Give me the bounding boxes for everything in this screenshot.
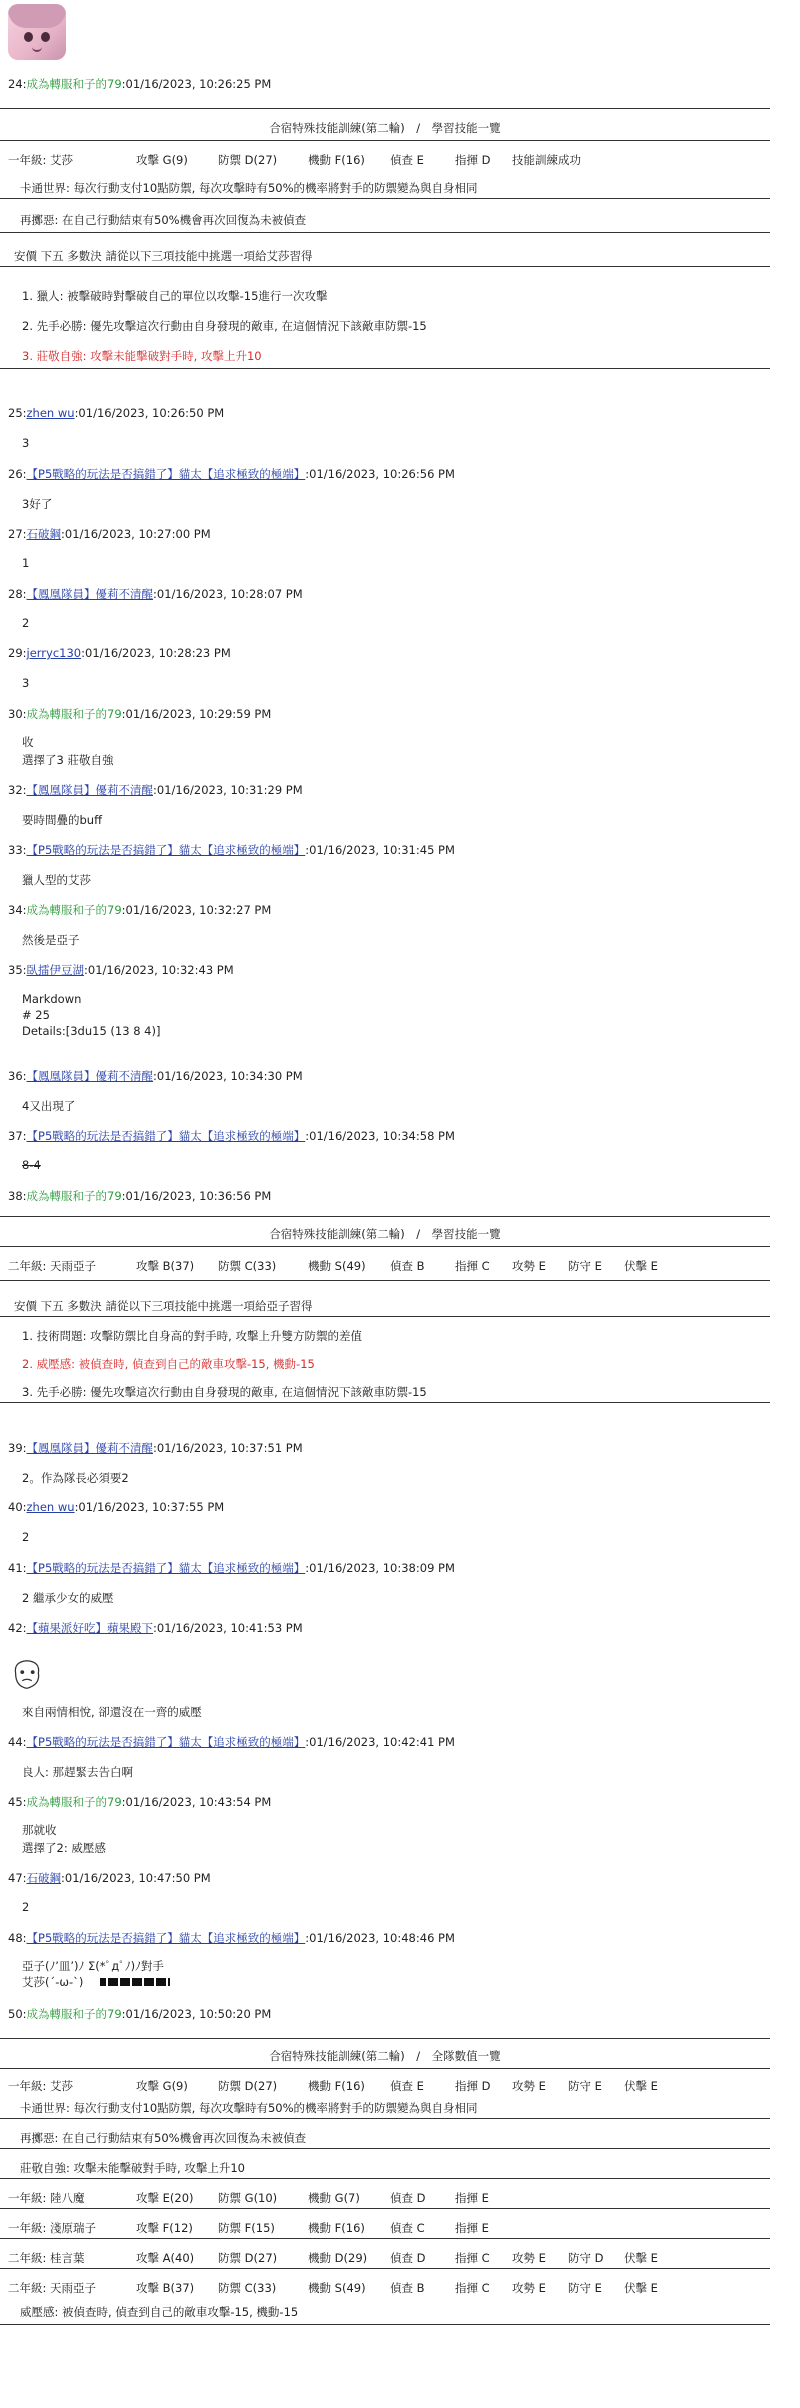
stat-ambush: 伏擊 E: [624, 2251, 658, 2265]
stat-command: 指揮 E: [455, 2221, 489, 2235]
divider: [0, 2118, 770, 2119]
post-number: 41:: [8, 1561, 27, 1575]
post-author[interactable]: 成為轉服和子的79: [26, 77, 122, 91]
post-author[interactable]: 石破鋼: [26, 527, 62, 541]
table-title: 合宿特殊技能訓練(第二輪) / 學習技能一覽: [269, 121, 501, 135]
stat-name: 二年級: 桂言葉: [8, 2251, 85, 2265]
post-number: 32:: [8, 783, 27, 797]
post-header: [8, 1870, 211, 1886]
stat-name: 二年級: 天雨亞子: [8, 1259, 97, 1273]
vote-option: 3. 先手必勝: 優先攻擊這次行動由自身發現的敵車, 在這個情況下該敵車防禦-15: [22, 1385, 427, 1399]
post-time: :01/16/2023, 10:28:23 PM: [81, 646, 231, 660]
stat-defense: 防禦 C(33): [218, 1259, 277, 1273]
post-number: 37:: [8, 1129, 27, 1143]
post-number: 40:: [8, 1500, 27, 1514]
stat-guard: 防守 E: [568, 2281, 602, 2295]
post-header: [8, 1560, 455, 1576]
stat-offense: 攻勢 E: [512, 2281, 546, 2295]
stat-mobility: 機動 F(16): [308, 2079, 365, 2093]
stat-name: 二年級: 天雨亞子: [8, 2281, 97, 2295]
stat-ambush: 伏擊 E: [624, 2079, 658, 2093]
post-number: 36:: [8, 1069, 27, 1083]
post-time: :01/16/2023, 10:27:00 PM: [61, 527, 211, 541]
post-time: :01/16/2023, 10:36:56 PM: [121, 1189, 272, 1203]
post-body: 3: [22, 676, 30, 690]
post-header: [8, 902, 271, 918]
post-header: [8, 466, 455, 482]
post-number: 24:: [8, 77, 27, 91]
post-time: :01/16/2023, 10:31:29 PM: [153, 783, 303, 797]
stat-recon: 偵查 C: [390, 2221, 425, 2235]
post-author[interactable]: zhen wu: [26, 406, 75, 420]
vote-option: 1. 獵人: 被擊破時對擊破自己的單位以攻擊-15進行一次攻擊: [22, 289, 328, 303]
stat-offense: 攻勢 E: [512, 2251, 546, 2265]
post-time: :01/16/2023, 10:48:46 PM: [305, 1931, 455, 1945]
post-time: :01/16/2023, 10:47:50 PM: [61, 1871, 211, 1885]
avatar-eye-icon: [24, 32, 33, 42]
divider: [0, 2148, 770, 2149]
post-header: [8, 1128, 455, 1144]
stat-defense: 防禦 F(15): [218, 2221, 275, 2235]
post-body: 2。作為隊長必須要2: [22, 1471, 129, 1485]
stat-guard: 防守 D: [568, 2251, 604, 2265]
stat-recon: 偵查 E: [390, 2079, 424, 2093]
skill-line: 再擲惡: 在自己行動結束有50%機會再次回復為未被偵查: [20, 2131, 307, 2145]
stat-command: 指揮 C: [455, 2251, 490, 2265]
post-author[interactable]: jerryc130: [26, 646, 82, 660]
stat-mobility: 機動 F(16): [308, 153, 365, 167]
post-number: 33:: [8, 843, 27, 857]
stat-recon: 偵查 D: [390, 2251, 426, 2265]
avatar-mouth: [32, 46, 42, 52]
stat-attack: 攻擊 E(20): [136, 2191, 194, 2205]
post-author[interactable]: 【P5戰略的玩法是否搞錯了】貓太【追求極致的極端】: [26, 1735, 306, 1749]
post-body: 選擇了3 莊敬自強: [22, 753, 114, 767]
divider: [0, 198, 770, 199]
post-time: :01/16/2023, 10:34:58 PM: [305, 1129, 455, 1143]
post-number: 44:: [8, 1735, 27, 1749]
post-time: :01/16/2023, 10:28:07 PM: [153, 587, 303, 601]
post-body: 4又出現了: [22, 1099, 76, 1113]
post-header: [8, 1794, 271, 1810]
post-header: [8, 1068, 303, 1084]
post-time: :01/16/2023, 10:34:30 PM: [153, 1069, 303, 1083]
post-author[interactable]: 成為轉服和子的79: [26, 1795, 122, 1809]
vote-option-selected: 3. 莊敬自強: 攻擊未能擊破對手時, 攻擊上升10: [22, 349, 262, 363]
post-time: :01/16/2023, 10:31:45 PM: [305, 843, 455, 857]
stat-mobility: 機動 S(49): [308, 1259, 366, 1273]
post-time: :01/16/2023, 10:26:50 PM: [74, 406, 225, 420]
stat-name: 一年級: 淺原瑞子: [8, 2221, 97, 2235]
divider: [0, 2068, 770, 2069]
divider: [0, 2268, 770, 2269]
skill-line: 卡通世界: 每次行動支付10點防禦, 每次攻擊時有50%的機率將對手的防禦變為與自身相同: [20, 2101, 478, 2115]
divider: [0, 108, 770, 109]
table-title: 合宿特殊技能訓練(第二輪) / 全隊數值一覽: [269, 2049, 501, 2063]
ascii-face-icon: [8, 1656, 46, 1694]
post-body: 亞子(ﾉ’皿’)ﾉ Σ(*ﾟдﾟﾉ)ﾉ對手: [22, 1959, 164, 1973]
divider: [0, 140, 770, 141]
stat-mobility: 機動 S(49): [308, 2281, 366, 2295]
post-number: 35:: [8, 963, 27, 977]
post-number: 28:: [8, 587, 27, 601]
post-author[interactable]: 【P5戰略的玩法是否搞錯了】貓太【追求極致的極端】: [26, 467, 306, 481]
divider: [0, 1280, 770, 1281]
post-author[interactable]: 【鳳凰隊員】優莉不清醒: [26, 1441, 154, 1455]
post-body: 要時間疊的buff: [22, 813, 103, 827]
divider: [0, 232, 770, 233]
post-time: :01/16/2023, 10:37:55 PM: [74, 1500, 225, 1514]
divider: [0, 2324, 770, 2325]
post-author[interactable]: 成為轉服和子的79: [26, 903, 122, 917]
stat-guard: 防守 E: [568, 1259, 602, 1273]
stat-ambush: 伏擊 E: [624, 1259, 658, 1273]
divider: [0, 2038, 770, 2039]
post-author[interactable]: 【P5戰略的玩法是否搞錯了】貓太【追求極致的極端】: [26, 1561, 306, 1575]
post-header: [8, 706, 271, 722]
divider: [0, 368, 770, 369]
post-header: [8, 782, 303, 798]
stat-defense: 防禦 G(10): [218, 2191, 278, 2205]
post-header: [8, 406, 224, 420]
post-body: 2: [22, 1900, 30, 1914]
stat-status: 技能訓練成功: [512, 153, 581, 167]
post-author[interactable]: 成為轉服和子的79: [26, 707, 122, 721]
post-time: :01/16/2023, 10:38:09 PM: [305, 1561, 455, 1575]
divider: [0, 2238, 770, 2239]
post-header: [8, 1440, 303, 1456]
stat-attack: 攻擊 F(12): [136, 2221, 193, 2235]
post-body: Markdown: [22, 992, 82, 1006]
stat-command: 指揮 C: [455, 1259, 490, 1273]
post-number: 47:: [8, 1871, 27, 1885]
post-number: 30:: [8, 707, 27, 721]
stat-ambush: 伏擊 E: [624, 2281, 658, 2295]
post-header: [8, 842, 455, 858]
post-number: 38:: [8, 1189, 27, 1203]
stat-recon: 偵查 D: [390, 2191, 426, 2205]
stat-defense: 防禦 D(27): [218, 2079, 278, 2093]
stat-mobility: 機動 F(16): [308, 2221, 365, 2235]
post-number: 50:: [8, 2007, 27, 2021]
post-author[interactable]: 【P5戰略的玩法是否搞錯了】貓太【追求極致的極端】: [26, 1129, 306, 1143]
post-header: [8, 1930, 455, 1946]
post-number: 42:: [8, 1621, 27, 1635]
stat-attack: 攻擊 G(9): [136, 153, 188, 167]
post-number: 48:: [8, 1931, 27, 1945]
post-body: 艾莎(´-ω-`): [22, 1975, 84, 1989]
post-header: [8, 586, 303, 602]
vote-header: 安價 下五 多數決 請從以下三項技能中挑選一項給艾莎習得: [14, 249, 313, 263]
stat-recon: 偵查 E: [390, 153, 424, 167]
avatar-eye-icon: [41, 32, 50, 42]
divider: [0, 1402, 770, 1403]
stat-defense: 防禦 C(33): [218, 2281, 277, 2295]
post-number: 27:: [8, 527, 27, 541]
post-body: 良人: 那趕緊去告白啊: [22, 1765, 134, 1779]
post-body: 然後是亞子: [22, 933, 80, 947]
avatar-hair: [8, 4, 66, 28]
post-time: :01/16/2023, 10:29:59 PM: [121, 707, 272, 721]
vote-header: 安價 下五 多數決 請從以下三項技能中挑選一項給亞子習得: [14, 1299, 313, 1313]
stat-defense: 防禦 D(27): [218, 2251, 278, 2265]
stat-command: 指揮 D: [455, 2079, 491, 2093]
post-author[interactable]: 【P5戰略的玩法是否搞錯了】貓太【追求極致的極端】: [26, 843, 306, 857]
post-body: 2: [22, 1530, 30, 1544]
post-number: 29:: [8, 646, 27, 660]
post-header: [8, 962, 234, 978]
post-body: 收: [22, 735, 34, 749]
post-header: [8, 1500, 224, 1514]
skill-line: 威壓感: 被偵查時, 偵查到自己的敵車攻擊-15, 機動-15: [20, 2305, 299, 2319]
post-number: 26:: [8, 467, 27, 481]
divider: [0, 1316, 770, 1317]
stat-guard: 防守 E: [568, 2079, 602, 2093]
post-body: 8-4: [22, 1158, 41, 1172]
vote-option: 1. 技術問題: 攻擊防禦比自身高的對手時, 攻擊上升雙方防禦的差值: [22, 1329, 362, 1343]
post-author[interactable]: 臥擂伊豆湖: [26, 963, 85, 977]
stat-command: 指揮 D: [455, 153, 491, 167]
post-body: 選擇了2: 威壓感: [22, 1841, 106, 1855]
post-time: :01/16/2023, 10:43:54 PM: [121, 1795, 272, 1809]
post-time: :01/16/2023, 10:26:56 PM: [305, 467, 455, 481]
post-author[interactable]: zhen wu: [26, 1500, 75, 1514]
post-author[interactable]: 【鳳凰隊員】優莉不清醒: [26, 1069, 154, 1083]
stat-defense: 防禦 D(27): [218, 153, 278, 167]
post-body: # 25: [22, 1008, 50, 1022]
post-author[interactable]: 【鳳凰隊員】優莉不清醒: [26, 783, 154, 797]
divider: [0, 1246, 770, 1247]
post-time: :01/16/2023, 10:26:25 PM: [121, 77, 272, 91]
post-time: :01/16/2023, 10:42:41 PM: [305, 1735, 455, 1749]
stat-name: 一年級: 陸八魔: [8, 2191, 85, 2205]
scribble-decoration: [100, 1978, 170, 1986]
post-body: 2: [22, 616, 30, 630]
post-header: [8, 2006, 271, 2022]
stat-name: 一年級: 艾莎: [8, 2079, 74, 2093]
post-number: 39:: [8, 1441, 27, 1455]
stat-command: 指揮 C: [455, 2281, 490, 2295]
vote-option-selected: 2. 威壓感: 被偵查時, 偵查到自己的敵車攻擊-15, 機動-15: [22, 1357, 315, 1371]
stat-mobility: 機動 G(7): [308, 2191, 360, 2205]
post-time: :01/16/2023, 10:50:20 PM: [121, 2007, 272, 2021]
vote-option: 2. 先手必勝: 優先攻擊這次行動由自身發現的敵車, 在這個情況下該敵車防禦-15: [22, 319, 427, 333]
post-body: 獵人型的艾莎: [22, 873, 91, 887]
post-time: :01/16/2023, 10:32:27 PM: [121, 903, 272, 917]
stat-command: 指揮 E: [455, 2191, 489, 2205]
skill-line: 卡通世界: 每次行動支付10點防禦, 每次攻擊時有50%的機率將對手的防禦變為與自身相同: [20, 181, 478, 195]
post-header: [8, 1620, 303, 1636]
post-header: [8, 76, 271, 92]
stat-recon: 偵查 B: [390, 1259, 425, 1273]
post-body: 3好了: [22, 497, 53, 511]
divider: [0, 1216, 770, 1217]
post-body: Details:[3du15 (13 8 4)]: [22, 1024, 161, 1038]
table-title: 合宿特殊技能訓練(第二輪) / 學習技能一覽: [269, 1227, 501, 1241]
stat-recon: 偵查 B: [390, 2281, 425, 2295]
post-header: [8, 526, 211, 542]
stat-name: 一年級: 艾莎: [8, 153, 74, 167]
avatar: [8, 4, 66, 60]
divider: [0, 2178, 770, 2179]
stat-attack: 攻擊 A(40): [136, 2251, 195, 2265]
post-time: :01/16/2023, 10:32:43 PM: [84, 963, 234, 977]
post-header: [8, 1188, 271, 1204]
post-number: 34:: [8, 903, 27, 917]
divider: [0, 2208, 770, 2209]
post-author[interactable]: 成為轉服和子的79: [26, 2007, 122, 2021]
post-header: [8, 646, 231, 660]
post-number: 45:: [8, 1795, 27, 1809]
post-time: :01/16/2023, 10:41:53 PM: [153, 1621, 303, 1635]
post-body: 2 繼承少女的威壓: [22, 1591, 114, 1605]
post-body: 3: [22, 436, 30, 450]
post-body: 那就收: [22, 1823, 57, 1837]
stat-mobility: 機動 D(29): [308, 2251, 368, 2265]
post-author[interactable]: 【蘋果派好吃】蘋果殿下: [26, 1621, 154, 1635]
stat-attack: 攻擊 B(37): [136, 1259, 195, 1273]
post-time: :01/16/2023, 10:37:51 PM: [153, 1441, 303, 1455]
stat-attack: 攻擊 G(9): [136, 2079, 188, 2093]
skill-line: 莊敬自強: 攻擊未能擊破對手時, 攻擊上升10: [20, 2161, 245, 2175]
post-header: [8, 1734, 455, 1750]
stat-offense: 攻勢 E: [512, 1259, 546, 1273]
stat-attack: 攻擊 B(37): [136, 2281, 195, 2295]
post-author[interactable]: 石破鋼: [26, 1871, 62, 1885]
skill-line: 再擲惡: 在自己行動結束有50%機會再次回復為未被偵查: [20, 213, 307, 227]
post-author[interactable]: 【P5戰略的玩法是否搞錯了】貓太【追求極致的極端】: [26, 1931, 306, 1945]
divider: [0, 266, 770, 267]
post-body: 1: [22, 556, 30, 570]
stat-offense: 攻勢 E: [512, 2079, 546, 2093]
post-number: 25:: [8, 406, 27, 420]
post-body: 來自兩情相悅, 卻還沒在一齊的威壓: [22, 1705, 202, 1719]
post-author[interactable]: 【鳳凰隊員】優莉不清醒: [26, 587, 154, 601]
post-author[interactable]: 成為轉服和子的79: [26, 1189, 122, 1203]
